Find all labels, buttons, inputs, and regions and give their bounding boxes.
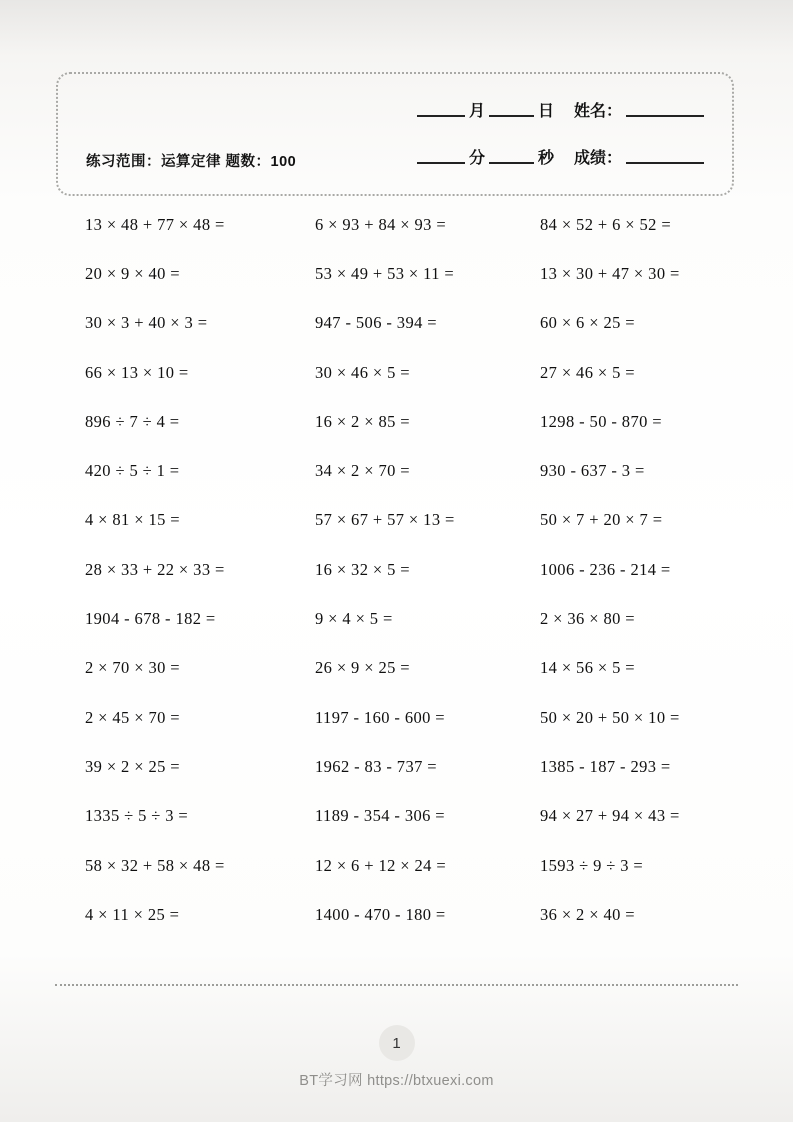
problem-text: 50 × 20 + 50 × 10 = (540, 707, 680, 727)
problem-grid (85, 200, 745, 939)
problem-text: 930 - 637 - 3 = (540, 461, 645, 481)
problem-text: 1189 - 354 - 306 = (315, 806, 446, 826)
problem-text: 84 × 52 + 6 × 52 = (540, 214, 672, 234)
problem-text: 20 × 9 × 40 = (85, 263, 180, 283)
problem-text: 50 × 7 + 20 × 7 = (540, 510, 663, 530)
problem-text: 1400 - 470 - 180 = (315, 904, 446, 924)
problem-text: 4 × 11 × 25 = (85, 904, 180, 924)
problem-text: 53 × 49 + 53 × 11 = (315, 263, 455, 283)
problem-text: 947 - 506 - 394 = (315, 313, 437, 333)
name-label: 姓名： (573, 103, 622, 120)
problem-text: 13 × 48 + 77 × 48 = (85, 214, 225, 234)
problem-text: 420 ÷ 5 ÷ 1 = (85, 461, 180, 481)
problem-text: 1298 - 50 - 870 = (540, 411, 662, 431)
problem-text: 27 × 46 × 5 = (540, 362, 635, 382)
worksheet-header-box (56, 72, 734, 196)
time-score-line (417, 145, 708, 169)
date-name-line (417, 98, 708, 122)
minute-blank (417, 148, 465, 164)
problem-text: 4 × 81 × 15 = (85, 510, 180, 530)
second-blank (489, 148, 534, 164)
problem-text: 26 × 9 × 25 = (315, 658, 410, 678)
problem-text: 60 × 6 × 25 = (540, 313, 635, 333)
name-blank (626, 101, 704, 117)
problem-text: 28 × 33 + 22 × 33 = (85, 559, 225, 579)
problem-text: 1335 ÷ 5 ÷ 3 = (85, 806, 189, 826)
fill-in-block (417, 98, 708, 192)
score-label: 成绩： (573, 150, 622, 167)
problem-text: 9 × 4 × 5 = (315, 609, 393, 629)
problem-text: 94 × 27 + 94 × 43 = (540, 806, 680, 826)
practice-range-label: 练习范围：运算定律 题数：100 (86, 154, 297, 170)
problem-text: 30 × 46 × 5 = (315, 362, 410, 382)
problem-text: 16 × 2 × 85 = (315, 411, 410, 431)
problem-text: 1006 - 236 - 214 = (540, 559, 671, 579)
problem-text: 2 × 36 × 80 = (540, 609, 635, 629)
day-blank (489, 101, 534, 117)
month-label: 月 (468, 103, 485, 120)
problem-text: 66 × 13 × 10 = (85, 362, 189, 382)
problem-text: 896 ÷ 7 ÷ 4 = (85, 411, 180, 431)
second-label: 秒 (537, 150, 554, 167)
bottom-dotted-divider (55, 984, 738, 986)
month-blank (417, 101, 465, 117)
problem-text: 30 × 3 + 40 × 3 = (85, 313, 208, 333)
day-label: 日 (537, 103, 554, 120)
site-footer-text: BT学习网 https://btxuexi.com (299, 1073, 494, 1089)
problem-text: 57 × 67 + 57 × 13 = (315, 510, 455, 530)
page-number-badge (379, 1025, 415, 1061)
problem-text: 14 × 56 × 5 = (540, 658, 635, 678)
score-blank (626, 148, 704, 164)
problem-text: 1593 ÷ 9 ÷ 3 = (540, 855, 644, 875)
problem-text: 1385 - 187 - 293 = (540, 756, 671, 776)
problem-text: 1962 - 83 - 737 = (315, 756, 437, 776)
minute-label: 分 (468, 150, 485, 167)
problem-text: 1904 - 678 - 182 = (85, 609, 216, 629)
problem-text: 12 × 6 + 12 × 24 = (315, 855, 447, 875)
problem-text: 2 × 70 × 30 = (85, 658, 180, 678)
problem-text: 39 × 2 × 25 = (85, 756, 180, 776)
page-number: 1 (392, 1034, 401, 1052)
problem-text: 13 × 30 + 47 × 30 = (540, 263, 680, 283)
problem-text: 34 × 2 × 70 = (315, 461, 410, 481)
problem-text: 2 × 45 × 70 = (85, 707, 180, 727)
problem-text: 36 × 2 × 40 = (540, 904, 635, 924)
problem-text: 58 × 32 + 58 × 48 = (85, 855, 225, 875)
problem-text: 1197 - 160 - 600 = (315, 707, 446, 727)
problem-text: 6 × 93 + 84 × 93 = (315, 214, 447, 234)
problem-text: 16 × 32 × 5 = (315, 559, 410, 579)
